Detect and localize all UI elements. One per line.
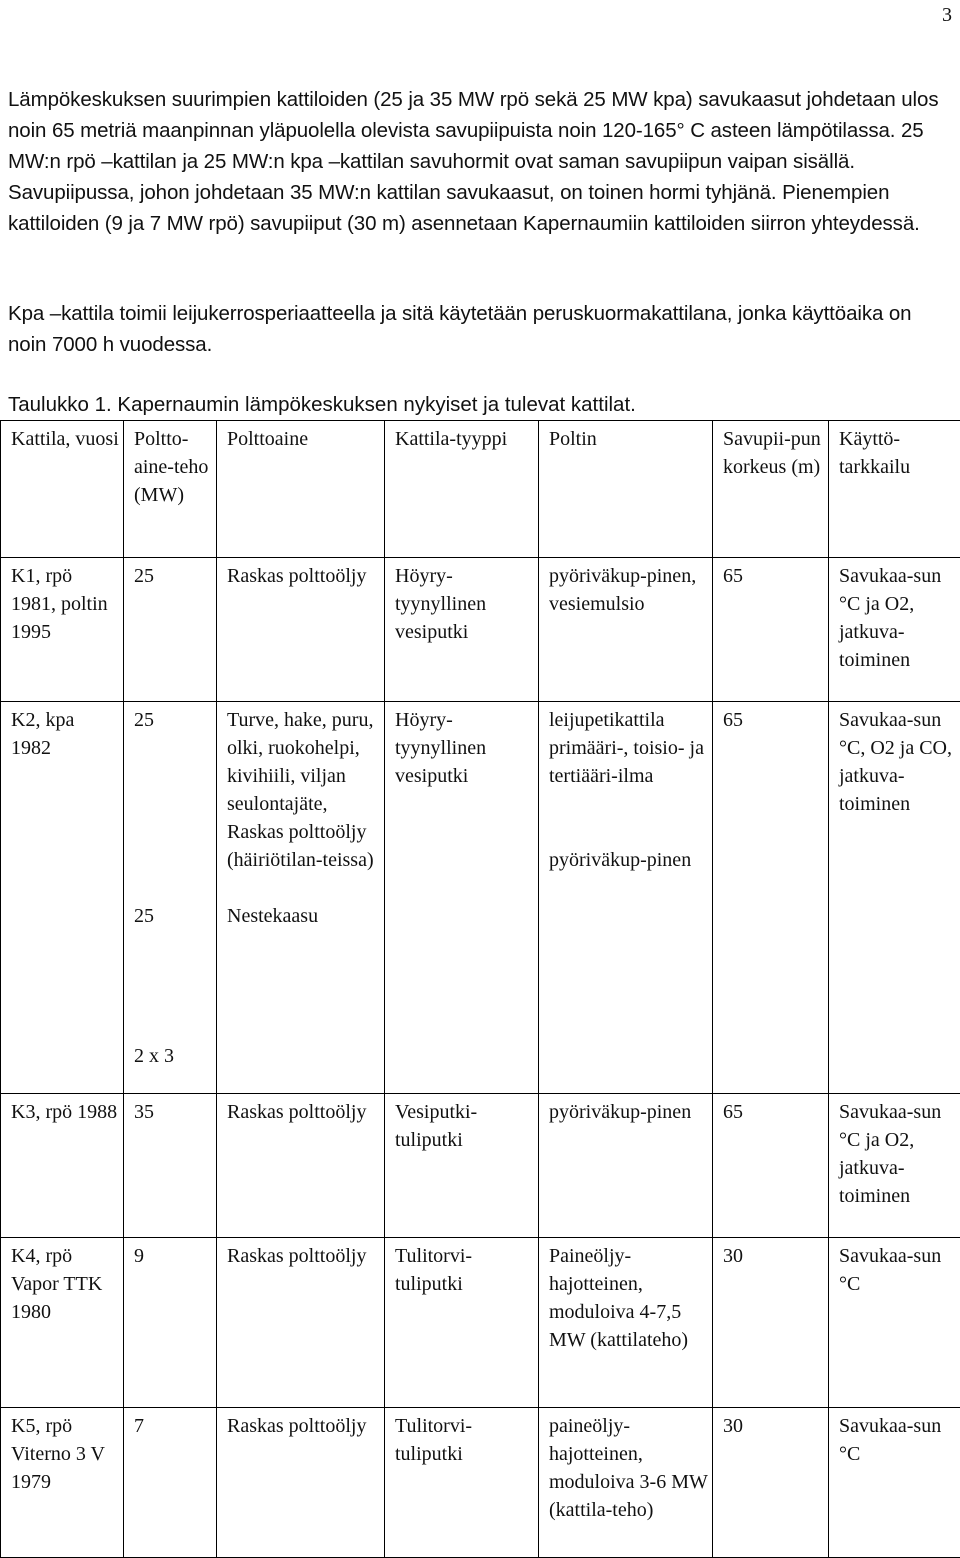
table-row xyxy=(1,1408,960,1558)
cell-teho: 25 xyxy=(134,709,154,731)
cell-tyyppi: Höyry-tyynyllinen vesiputki xyxy=(385,558,539,702)
cell-polttoaine: Raskas polttoöljy xyxy=(217,558,385,702)
cell-teho-multi xyxy=(124,702,217,1094)
cell-kattila: K5, rpö Viterno 3 V 1979 xyxy=(1,1408,124,1558)
cell-korkeus: 65 xyxy=(713,1094,829,1238)
cell-korkeus: 65 xyxy=(713,702,829,1094)
header-teho: Poltto-aine-teho (MW) xyxy=(124,421,217,558)
cell-teho-2: 25 xyxy=(134,905,154,927)
cell-polttoaine-3: Nestekaasu xyxy=(227,905,319,927)
cell-seuranta: Savukaa-sun °C ja O2, jatkuva-toiminen xyxy=(829,1094,960,1238)
cell-teho: 9 xyxy=(124,1238,217,1408)
table-row xyxy=(1,702,960,1094)
cell-korkeus: 30 xyxy=(713,1238,829,1408)
cell-polttoaine: Raskas polttoöljy xyxy=(217,1408,385,1558)
cell-poltin: Paineöljy-hajotteinen, moduloiva 4-7,5 MW (kattilateho) xyxy=(539,1238,713,1408)
cell-seuranta: Savukaa-sun °C ja O2, jatkuva-toiminen xyxy=(829,558,960,702)
cell-tyyppi: Höyry-tyynyllinen vesiputki xyxy=(385,702,539,1094)
table-caption: Taulukko 1. Kapernaumin lämpökeskuksen nykyiset ja tulevat kattilat. xyxy=(8,393,636,416)
table-row xyxy=(1,558,960,702)
header-korkeus: Savupii-pun korkeus (m) xyxy=(713,421,829,558)
cell-kattila: K2, kpa 1982 xyxy=(1,702,124,1094)
cell-kattila: K1, rpö 1981, poltin 1995 xyxy=(1,558,124,702)
cell-korkeus: 65 xyxy=(713,558,829,702)
cell-teho: 35 xyxy=(124,1094,217,1238)
boiler-table xyxy=(0,420,960,1558)
cell-tyyppi: Tulitorvi-tuliputki xyxy=(385,1238,539,1408)
table-row xyxy=(1,1238,960,1408)
page-number: 3 xyxy=(942,4,952,26)
cell-teho: 7 xyxy=(124,1408,217,1558)
cell-polttoaine: Raskas polttoöljy xyxy=(217,1238,385,1408)
cell-tyyppi: Tulitorvi-tuliputki xyxy=(385,1408,539,1558)
cell-seuranta: Savukaa-sun °C, O2 ja CO, jatkuva-toiminen xyxy=(829,702,960,1094)
cell-poltin: paineöljy-hajotteinen, moduloiva 3-6 MW (kattila-teho) xyxy=(539,1408,713,1558)
cell-polttoaine-2: Raskas polttoöljy (häiriötilan-teissa) xyxy=(227,821,374,871)
header-seuranta: Käyttö-tarkkailu xyxy=(829,421,960,558)
paragraph-chimneys: Lämpökeskuksen suurimpien kattiloiden (25 ja 35 MW rpö sekä 25 MW kpa) savukaasut johdetaan ulos noin 65 metriä maanpinnan yläpuolella olevista savupiipuista noin 120-165° C asteen lämpötilassa. 25 MW:n rpö –kattilan ja 25 MW:n kpa –kattilan savuhormit ovat saman savupiipun vaipan sisällä. Savupiipussa, johon johdetaan 35 MW:n kattilan savukaasut, on toinen hormi tyhjänä. Pienempien kattiloiden (9 ja 7 MW rpö) savupiiput (30 m) asennetaan Kapernaumiin kattiloiden siirron yhteydessä. xyxy=(8,88,939,235)
cell-poltin-multi xyxy=(539,702,713,1094)
header-poltin: Poltin xyxy=(539,421,713,558)
cell-seuranta: Savukaa-sun °C xyxy=(829,1408,960,1558)
cell-poltin: pyöriväkup-pinen xyxy=(539,1094,713,1238)
cell-poltin-2: pyöriväkup-pinen xyxy=(549,849,692,871)
header-kattila: Kattila, vuosi xyxy=(1,421,124,558)
cell-seuranta: Savukaa-sun °C xyxy=(829,1238,960,1408)
cell-teho: 25 xyxy=(124,558,217,702)
cell-polttoaine: Raskas polttoöljy xyxy=(217,1094,385,1238)
cell-poltin: pyöriväkup-pinen, vesiemulsio xyxy=(539,558,713,702)
header-polttoaine: Polttoaine xyxy=(217,421,385,558)
cell-korkeus: 30 xyxy=(713,1408,829,1558)
cell-polttoaine-multi xyxy=(217,702,385,1094)
cell-kattila: K3, rpö 1988 xyxy=(1,1094,124,1238)
table-header-row xyxy=(1,421,960,558)
cell-teho-3: 2 x 3 xyxy=(134,1045,174,1067)
cell-kattila: K4, rpö Vapor TTK 1980 xyxy=(1,1238,124,1408)
paragraph-kpa-boiler: Kpa –kattila toimii leijukerrosperiaatteella ja sitä käytetään peruskuormakattilana, jonka käyttöaika on noin 7000 h vuodessa. xyxy=(8,302,912,356)
header-tyyppi: Kattila-tyyppi xyxy=(385,421,539,558)
cell-tyyppi: Vesiputki-tuliputki xyxy=(385,1094,539,1238)
cell-poltin: leijupetikattila primääri-, toisio- ja tertiääri-ilma xyxy=(549,709,704,787)
table-row xyxy=(1,1094,960,1238)
cell-polttoaine: Turve, hake, puru, olki, ruokohelpi, kivihiili, viljan seulontajäte, xyxy=(227,709,374,815)
